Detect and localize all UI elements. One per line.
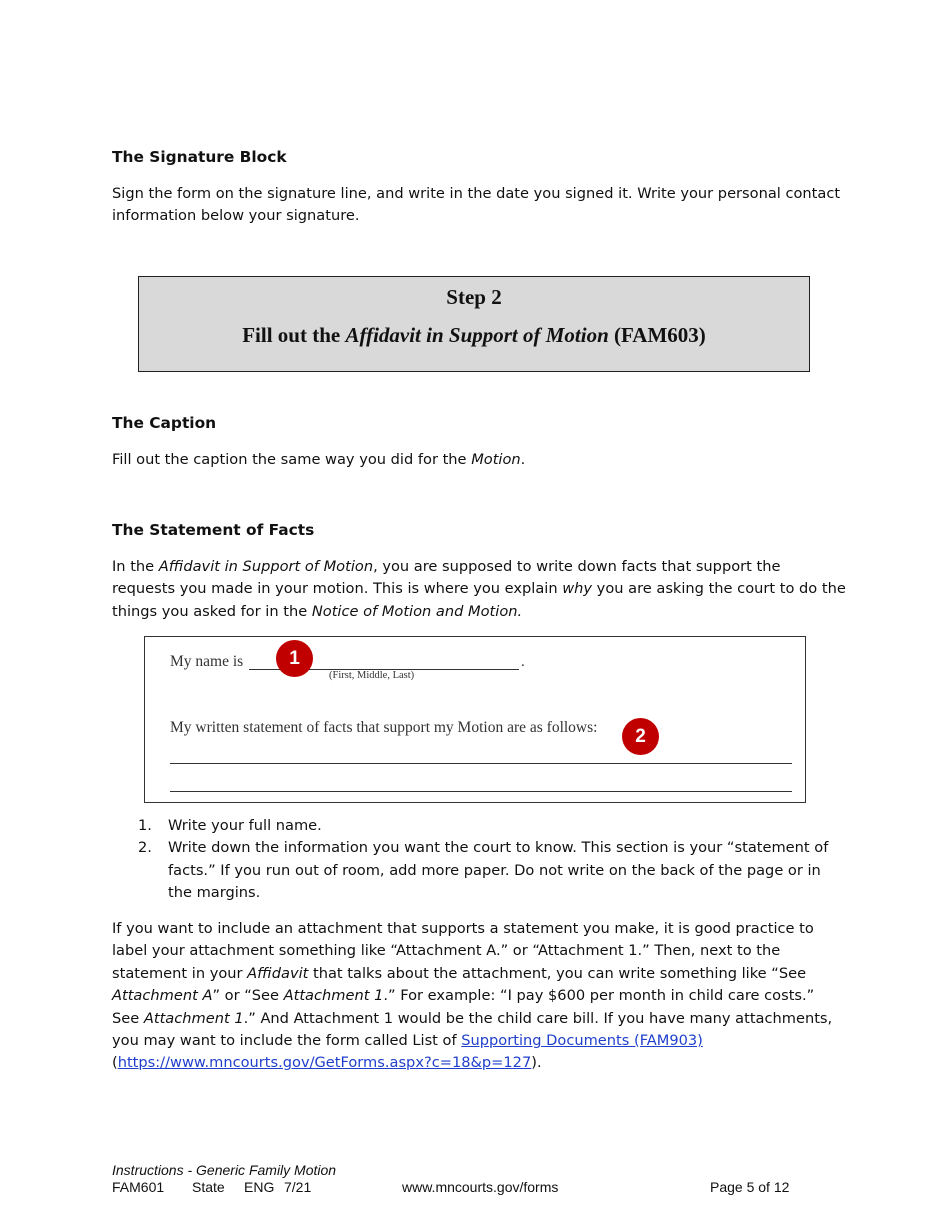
statement-text-part: , you are supposed to write down facts that support the requests you made in your motion. This is where you explain	[112, 558, 781, 598]
list-item	[112, 837, 842, 904]
attach-text: that talks about the attachment, you can write something like “See	[308, 964, 807, 982]
footer-title: Instructions - Generic Family Motion	[112, 1162, 337, 1178]
signature-block-text: Sign the form on the signature line, and write in the date you signed it. Write your personal contact information below your signature.	[112, 185, 841, 225]
caption-text-motion: Motion	[471, 451, 521, 468]
attachments-paragraph	[112, 918, 842, 1075]
statement-text	[112, 556, 847, 623]
statement-text-part: you are asking the court to do the things you asked for in the	[112, 580, 846, 620]
statement-heading: The Statement of Facts	[112, 521, 315, 539]
signature-block-heading: The Signature Block	[112, 148, 287, 166]
step-2-box	[138, 276, 810, 372]
caption-text-prefix: Fill out the caption the same way you did for the	[112, 451, 472, 468]
caption-text	[112, 449, 842, 471]
attach-italic: Attachment A	[112, 987, 213, 1005]
facts-label: My written statement of facts that support my Motion are as follows:	[170, 719, 598, 736]
facts-line-2	[170, 791, 792, 792]
name-period: .	[521, 654, 525, 670]
step-sub-form-name: Affidavit in Support of Motion	[345, 323, 609, 347]
step-sub-form-number: (FAM603)	[608, 323, 706, 347]
supporting-documents-link[interactable]: Supporting Documents (FAM903)	[461, 1032, 703, 1050]
attach-italic: Attachment 1	[283, 987, 384, 1005]
attach-text: If you want to include an attachment that supports a statement you make, it is good practice to label your attachment something like “Attachment A.” or “Attachment 1.” Then, next to the statement in your	[112, 920, 814, 982]
attach-text: .” And Attachment 1 would be the child care bill. If you have many attachments, you may want to include the form called List of	[112, 1009, 833, 1050]
list-item-number: 1.	[138, 817, 152, 834]
callout-badge-2: 2	[622, 718, 659, 755]
list-item-text: Write your full name.	[168, 817, 322, 834]
footer-row	[112, 1179, 812, 1196]
instruction-list	[112, 815, 842, 905]
facts-line-1	[170, 763, 792, 764]
footer-language: ENG	[244, 1179, 275, 1195]
name-hint: (First, Middle, Last)	[329, 670, 415, 681]
statement-text-part: In the	[112, 558, 159, 575]
list-item-number: 2.	[138, 839, 152, 857]
step-subtitle	[139, 323, 809, 348]
statement-text-italic: Notice of Motion and Motion.	[311, 602, 523, 620]
caption-heading: The Caption	[112, 414, 217, 432]
footer-page-number: Page 5 of 12	[710, 1179, 790, 1195]
list-item-text: Write down the information you want the court to know. This section is your “statement of facts.” If you run out of room, add more paper. Do not write on the back of the page or in the margins.	[168, 839, 829, 902]
footer-state: State	[192, 1179, 225, 1195]
page-footer	[112, 1162, 812, 1196]
statement-text-italic: Affidavit in Support of Motion	[158, 558, 374, 575]
sample-name-label: My name is	[170, 653, 244, 670]
attach-italic: Attachment 1	[143, 1009, 244, 1027]
attach-text: ” or “See	[212, 987, 284, 1005]
attach-text: .” For example: “I pay $600 per month in child care costs.” See	[112, 987, 815, 1027]
callout-badge-1: 1	[276, 640, 313, 677]
footer-website: www.mncourts.gov/forms	[402, 1179, 559, 1195]
mncourts-url-link[interactable]: https://www.mncourts.gov/GetForms.aspx?c=18&p=127	[117, 1054, 532, 1072]
caption-text-suffix: .	[520, 451, 526, 468]
footer-revision: 7/21	[284, 1179, 312, 1195]
list-item	[112, 815, 842, 837]
step-title: Step 2	[446, 285, 502, 309]
footer-form-number: FAM601	[112, 1179, 165, 1195]
statement-text-italic: why	[562, 580, 593, 598]
sample-form-excerpt	[144, 636, 806, 803]
attach-text: (	[112, 1054, 118, 1072]
attach-text: ).	[531, 1054, 542, 1072]
attach-italic: Affidavit	[247, 964, 309, 982]
step-sub-prefix: Fill out the	[242, 323, 346, 347]
